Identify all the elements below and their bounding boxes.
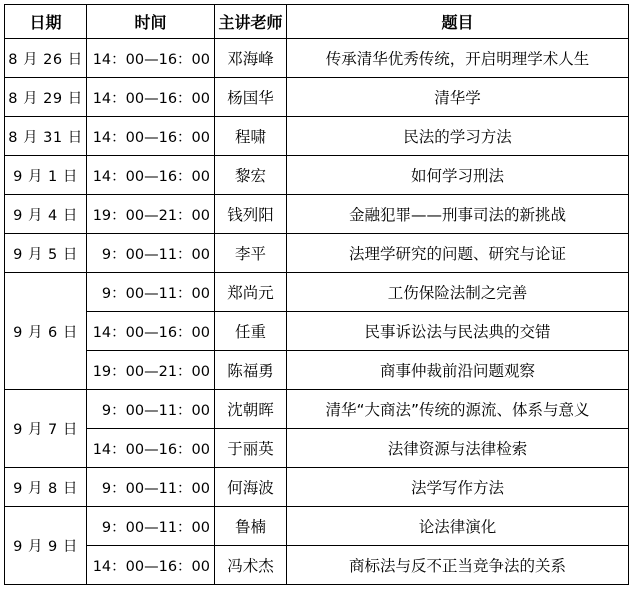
time-cell: 14：00—16：00 (87, 546, 215, 585)
topic-cell: 清华“大商法”传统的源流、体系与意义 (287, 390, 629, 429)
table-row (5, 507, 629, 546)
teacher-cell: 冯术杰 (215, 546, 287, 585)
date-cell: 9 月 8 日 (5, 468, 87, 507)
date-cell: 9 月 1 日 (5, 156, 87, 195)
teacher-cell: 于丽英 (215, 429, 287, 468)
teacher-cell: 李平 (215, 234, 287, 273)
time-cell: 9：00—11：00 (87, 468, 215, 507)
time-cell: 19：00—21：00 (87, 195, 215, 234)
table-row (5, 78, 629, 117)
time-cell: 14：00—16：00 (87, 78, 215, 117)
time-cell: 14：00—16：00 (87, 39, 215, 78)
date-cell: 9 月 4 日 (5, 195, 87, 234)
table-row (5, 468, 629, 507)
table-row (5, 156, 629, 195)
topic-cell: 法律资源与法律检索 (287, 429, 629, 468)
topic-cell: 商标法与反不正当竞争法的关系 (287, 546, 629, 585)
teacher-cell: 邓海峰 (215, 39, 287, 78)
time-cell: 9：00—11：00 (87, 234, 215, 273)
table-row (5, 195, 629, 234)
topic-cell: 商事仲裁前沿问题观察 (287, 351, 629, 390)
teacher-cell: 郑尚元 (215, 273, 287, 312)
lecture-schedule-table (4, 4, 629, 585)
date-cell: 8 月 26 日 (5, 39, 87, 78)
teacher-cell: 任重 (215, 312, 287, 351)
date-cell: 9 月 5 日 (5, 234, 87, 273)
table-row (5, 234, 629, 273)
topic-cell: 金融犯罪——刑事司法的新挑战 (287, 195, 629, 234)
table-row (5, 117, 629, 156)
header-topic: 题目 (287, 5, 629, 39)
topic-cell: 如何学习刑法 (287, 156, 629, 195)
date-cell: 9 月 9 日 (5, 507, 87, 585)
date-cell: 9 月 7 日 (5, 390, 87, 468)
time-cell: 14：00—16：00 (87, 117, 215, 156)
table-row (5, 546, 629, 585)
date-cell: 8 月 31 日 (5, 117, 87, 156)
teacher-cell: 陈福勇 (215, 351, 287, 390)
topic-cell: 法学写作方法 (287, 468, 629, 507)
teacher-cell: 鲁楠 (215, 507, 287, 546)
time-cell: 9：00—11：00 (87, 273, 215, 312)
table-row (5, 312, 629, 351)
teacher-cell: 钱列阳 (215, 195, 287, 234)
table-row (5, 429, 629, 468)
topic-cell: 清华学 (287, 78, 629, 117)
date-cell: 8 月 29 日 (5, 78, 87, 117)
time-cell: 9：00—11：00 (87, 390, 215, 429)
teacher-cell: 沈朝晖 (215, 390, 287, 429)
time-cell: 14：00—16：00 (87, 156, 215, 195)
header-time: 时间 (87, 5, 215, 39)
date-cell: 9 月 6 日 (5, 273, 87, 390)
time-cell: 14：00—16：00 (87, 312, 215, 351)
topic-cell: 民法的学习方法 (287, 117, 629, 156)
teacher-cell: 何海波 (215, 468, 287, 507)
topic-cell: 民事诉讼法与民法典的交错 (287, 312, 629, 351)
table-row (5, 351, 629, 390)
time-cell: 14：00—16：00 (87, 429, 215, 468)
teacher-cell: 程啸 (215, 117, 287, 156)
topic-cell: 法理学研究的问题、研究与论证 (287, 234, 629, 273)
table-row (5, 39, 629, 78)
time-cell: 19：00—21：00 (87, 351, 215, 390)
topic-cell: 论法律演化 (287, 507, 629, 546)
table-row (5, 273, 629, 312)
header-teacher: 主讲老师 (215, 5, 287, 39)
header-date: 日期 (5, 5, 87, 39)
topic-cell: 传承清华优秀传统，开启明理学术人生 (287, 39, 629, 78)
table-row (5, 390, 629, 429)
teacher-cell: 杨国华 (215, 78, 287, 117)
schedule-body (5, 39, 629, 585)
topic-cell: 工伤保险法制之完善 (287, 273, 629, 312)
teacher-cell: 黎宏 (215, 156, 287, 195)
header-row (5, 5, 629, 39)
time-cell: 9：00—11：00 (87, 507, 215, 546)
